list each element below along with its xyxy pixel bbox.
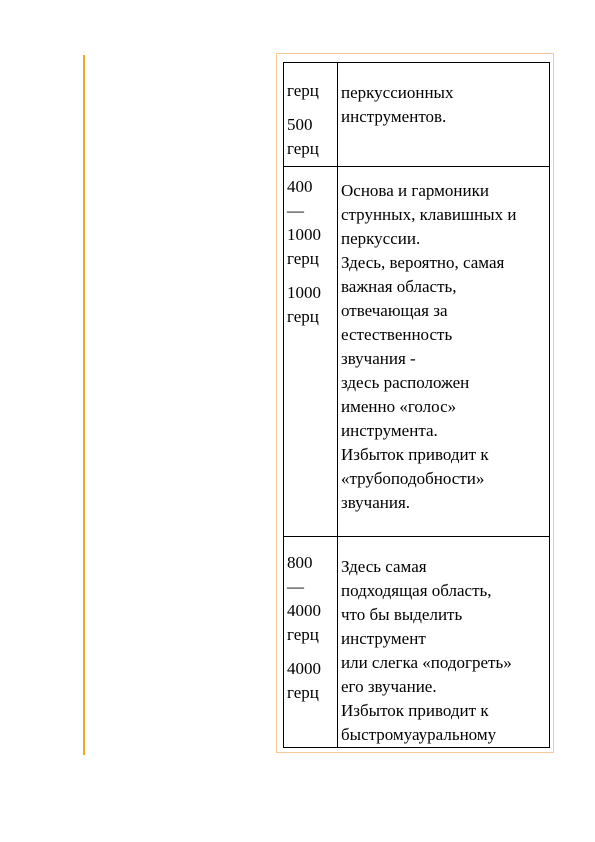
frequency-text: герц <box>287 683 319 702</box>
frequency-text: герц <box>287 249 319 268</box>
frequency-text: 500 <box>287 115 313 134</box>
description-cell <box>338 63 550 167</box>
description-text: инструмент <box>341 629 426 648</box>
description-text: подходящая область, <box>341 581 492 600</box>
frequency-text: герц <box>287 307 319 326</box>
frequency-text: — <box>287 577 304 596</box>
frequency-text: 4000 <box>287 659 321 678</box>
frequency-text: 1000 <box>287 283 321 302</box>
description-text: звучания. <box>341 493 411 512</box>
frequency-cell <box>284 537 338 748</box>
description-text: быстромуауральному <box>341 725 497 744</box>
frequency-text: герц <box>287 139 319 158</box>
description-text: перкуссии. <box>341 229 421 248</box>
frequency-table <box>283 62 550 748</box>
table-row <box>284 63 550 167</box>
description-text: Здесь, вероятно, самая <box>341 253 505 272</box>
description-text: струнных, клавишных и <box>341 205 517 224</box>
description-text: естественность <box>341 325 453 344</box>
frequency-cell <box>284 63 338 167</box>
frequency-text: герц <box>287 625 319 644</box>
frequency-text: герц <box>287 81 319 100</box>
description-text: здесь расположен <box>341 373 470 392</box>
description-text: инструмента. <box>341 421 438 440</box>
table-row <box>284 537 550 748</box>
frequency-text: 800 <box>287 553 313 572</box>
description-text: Избыток приводит к <box>341 701 489 720</box>
description-text: Основа и гармоники <box>341 181 489 200</box>
description-text: перкуссионных <box>341 83 454 102</box>
table-row <box>284 167 550 537</box>
frequency-cell <box>284 167 338 537</box>
frequency-text: 1000 <box>287 225 321 244</box>
description-text: его звучание. <box>341 677 437 696</box>
description-text: звучания - <box>341 349 416 368</box>
frequency-text: 400 <box>287 177 313 196</box>
description-text: «трубоподобности» <box>341 469 485 488</box>
description-text: Здесь самая <box>341 557 427 576</box>
description-text: отвечающая за <box>341 301 448 320</box>
description-cell <box>338 537 550 748</box>
frequency-text: — <box>287 201 304 220</box>
description-text: что бы выделить <box>341 605 463 624</box>
description-cell <box>338 167 550 537</box>
left-margin-rule <box>83 55 85 755</box>
description-text: Избыток приводит к <box>341 445 489 464</box>
description-text: именно «голос» <box>341 397 457 416</box>
description-text: важная область, <box>341 277 457 296</box>
description-text: инструментов. <box>341 107 447 126</box>
frequency-text: 4000 <box>287 601 321 620</box>
description-text: или слегка «подогреть» <box>341 653 512 672</box>
